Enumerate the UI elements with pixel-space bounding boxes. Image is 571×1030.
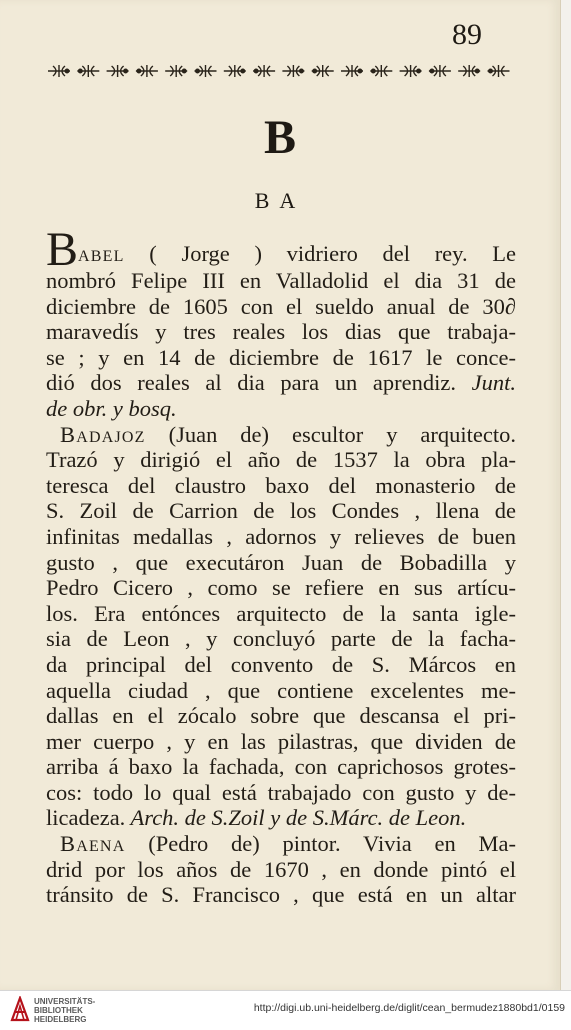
- section-letter: B: [263, 111, 296, 164]
- fleuron-icon: [224, 65, 246, 77]
- text-line: [46, 345, 516, 371]
- fleuron-icon: [165, 65, 187, 77]
- ornament-rule: [45, 62, 515, 80]
- line-text: ( Jorge ) vidriero del rey. Le: [124, 241, 516, 266]
- fleuron-icon: [253, 65, 275, 77]
- library-name-line: HEIDELBERG: [34, 1015, 87, 1024]
- line-text: Trazó y dirigió el año de 1537 la obra pla-: [46, 447, 516, 473]
- fleuron-icon: [429, 65, 451, 77]
- line-text: da principal del convento de S. Márcos en: [46, 651, 516, 677]
- line-text: S. Zoil de Carrion de los Condes , llena de: [46, 498, 516, 524]
- line-text: sia de Leon , y concluyó parte de la facha-: [46, 626, 516, 652]
- text-line: [46, 223, 516, 276]
- line-text: dallas en el zócalo sobre que descansa el pri-: [46, 703, 516, 729]
- fleuron-icon: [77, 65, 99, 77]
- fleuron-icon: [341, 65, 363, 77]
- text-line: [46, 550, 516, 576]
- text-line: [46, 370, 516, 396]
- text-line: [46, 601, 516, 627]
- library-name-line: UNIVERSITÄTS-: [34, 997, 96, 1006]
- text-line: [46, 754, 516, 780]
- line-text: Pedro Cicero , como se refiere en sus artícu-: [46, 575, 516, 601]
- line-text: infinitas medallas , adornos y relieves de buen: [46, 523, 516, 549]
- section-subheading: BA: [254, 188, 306, 213]
- line-text: dió dos reales al dia para un aprendiz.: [46, 370, 456, 396]
- university-logo-icon[interactable]: [10, 996, 30, 1022]
- fleuron-icon: [400, 65, 422, 77]
- permalink-url[interactable]: http://digi.ub.uni-heidelberg.de/diglit/cean_bermudez1880bd1/0159: [253, 1002, 565, 1014]
- text-line: [46, 678, 516, 704]
- line-text: aquella ciudad , que contiene excelentes me-: [46, 677, 516, 703]
- line-text: se ; y en 14 de diciembre de 1617 le conce-: [46, 344, 516, 370]
- library-name-line: BIBLIOTHEK: [34, 1006, 83, 1015]
- text-line: [46, 294, 516, 320]
- text-line: [46, 447, 516, 473]
- text-line: [46, 498, 516, 524]
- line-text: (Pedro de) pintor. Vivia en Ma-: [125, 831, 516, 857]
- text-line: [46, 831, 516, 857]
- line-text: (Juan de) escultor y arquitecto.: [145, 421, 516, 447]
- dictionary-entries: [46, 223, 516, 908]
- dictionary-entry: [46, 223, 516, 422]
- line-text: licadeza.: [46, 805, 126, 831]
- line-text: drid por los años de 1670 , en donde pintó el: [46, 856, 516, 882]
- line-text: diciembre de 1605 con el sueldo anual de 30∂: [46, 293, 516, 319]
- text-line: [46, 805, 516, 831]
- text-line: [46, 396, 516, 422]
- headword: Badajoz: [60, 421, 146, 447]
- headword: abel: [78, 241, 125, 266]
- initial-capital: B: [46, 223, 79, 276]
- headword: Baena: [60, 831, 126, 857]
- source-citation: Arch. de S.Zoil y de S.Márc. de Leon.: [125, 805, 467, 831]
- page-number: 89: [452, 18, 482, 51]
- text-line: [46, 729, 516, 755]
- text-line: [46, 319, 516, 345]
- fleuron-icon: [107, 65, 129, 77]
- fleuron-icon: [370, 65, 392, 77]
- fleuron-icon: [458, 65, 480, 77]
- text-line: [46, 626, 516, 652]
- line-text: los. Era entónces arquitecto de la santa igle-: [46, 600, 516, 626]
- text-line: [46, 575, 516, 601]
- dictionary-entry: [46, 831, 516, 908]
- library-name[interactable]: [34, 997, 95, 1024]
- source-citation: de obr. y bosq.: [46, 395, 177, 421]
- fleuron-icon: [195, 65, 217, 77]
- text-line: [46, 422, 516, 448]
- fleuron-icon: [282, 65, 304, 77]
- text-line: [46, 268, 516, 294]
- line-text: mer cuerpo , y en las pilastras, que dividen de: [46, 728, 516, 754]
- fleuron-icon: [48, 65, 70, 77]
- line-text: maravedís y tres reales los dias que trabaja-: [46, 319, 516, 345]
- text-line: [46, 652, 516, 678]
- dictionary-entry: [46, 422, 516, 832]
- viewer-footer: [0, 990, 571, 1030]
- text-line: [46, 882, 516, 908]
- text-line: [46, 780, 516, 806]
- fleuron-icon: [136, 65, 158, 77]
- fleuron-icon: [488, 65, 510, 77]
- line-text: gusto , que executáron Juan de Bobadilla y: [46, 549, 516, 575]
- line-text: teresca del claustro baxo del monasterio de: [46, 472, 516, 498]
- source-citation: Junt.: [455, 370, 516, 396]
- line-text: arriba á baxo la fachada, con caprichosos grotes-: [46, 754, 516, 780]
- fleuron-icon: [312, 65, 334, 77]
- line-text: nombró Felipe III en Valladolid el dia 31 de: [46, 268, 516, 293]
- text-line: [46, 703, 516, 729]
- line-text: tránsito de S. Francisco , que está en un altar: [46, 882, 516, 908]
- line-text: cos: todo lo qual está trabajado con gusto y de-: [46, 779, 516, 805]
- text-line: [46, 857, 516, 883]
- text-line: [46, 524, 516, 550]
- text-line: [46, 473, 516, 499]
